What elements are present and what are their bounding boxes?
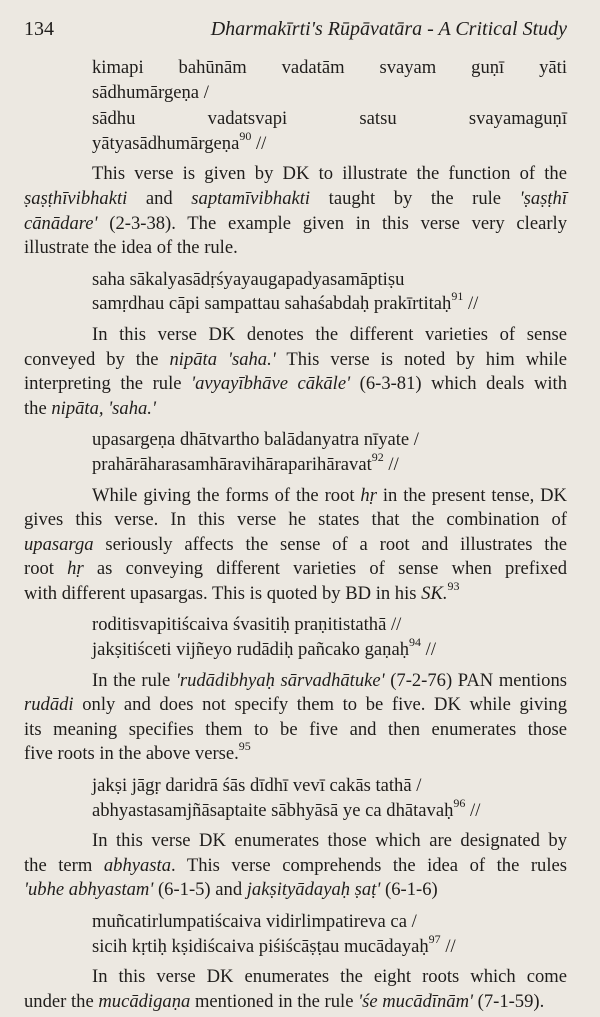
body-paragraph: [24, 669, 567, 767]
sanskrit-verse: [24, 107, 567, 156]
text-run: //: [465, 799, 481, 821]
italic-term: 'śe mucādīnām': [358, 990, 473, 1012]
text-line: [92, 910, 567, 935]
italic-term: 'rudādibhyaḥ sārvadhātuke': [175, 669, 385, 691]
italic-term: ṣaṣṭhīvibhakti: [24, 187, 128, 209]
text-line: [24, 323, 567, 348]
italic-term: 'avyayībhāve cākāle': [191, 373, 351, 395]
text-line: [24, 878, 567, 903]
text-run: in the present tense, DK: [376, 484, 567, 506]
text-line: [92, 635, 567, 663]
italic-term: mucādigaṇa: [98, 990, 191, 1012]
footnote-ref: 96: [453, 795, 466, 810]
text-line: [24, 557, 567, 582]
text-line: [92, 795, 567, 824]
text-run: illustrate the idea of the rule.: [24, 237, 238, 259]
text-run: saha sākalyasādṛśyayaugapadyasamāptiṣu: [92, 268, 405, 290]
text-run: (7-2-76) PAN mentions: [384, 669, 567, 691]
text-run: seriously affects the sense of a root and illustrates the: [93, 533, 567, 555]
text-run: This verse is given by DK to illustrate the function of the: [92, 163, 567, 185]
text-run: abhyastasamjñāsaptaite sābhyāsā ye ca dhātavaḥ: [92, 799, 454, 821]
text-run: as conveying different varieties of sense when prefixed: [83, 558, 567, 580]
text-line: [24, 693, 567, 718]
text-line: [24, 187, 567, 212]
text-run: This verse is noted by him while: [275, 348, 568, 370]
text-run: While giving the forms of the root: [92, 484, 361, 506]
body-paragraph: [24, 829, 567, 903]
text-line: [92, 613, 567, 638]
footnote-ref: 93: [447, 578, 460, 593]
text-run: mentioned in the rule: [190, 990, 359, 1012]
text-run: In the rule: [92, 669, 176, 691]
text-run: taught by the rule: [310, 187, 520, 209]
text-run: the term: [24, 854, 104, 876]
text-line: [24, 484, 567, 509]
text-line: [92, 931, 567, 960]
italic-term: jakṣityādayaḥ ṣaṭ': [246, 879, 381, 901]
sanskrit-verse: [24, 428, 567, 477]
text-run: yātyasādhumārgeṇa: [92, 132, 240, 154]
sanskrit-verse: [24, 910, 567, 959]
text-run: //: [421, 639, 437, 661]
text-line: [24, 212, 567, 237]
italic-term: 'ubhe abhyastam': [24, 879, 154, 901]
footnote-ref: 90: [239, 128, 252, 143]
text-line: [24, 533, 567, 558]
sanskrit-verse: [24, 268, 567, 317]
text-line: [24, 739, 567, 767]
text-line: [24, 508, 567, 533]
text-line: [24, 372, 567, 397]
text-line: [92, 774, 567, 799]
footnote-ref: 97: [428, 931, 441, 946]
text-run: jakṣi jāgṛ daridrā śās dīdhī vevī cakās tathā /: [92, 775, 422, 797]
text-run: sādhumārgeṇa /: [92, 81, 209, 103]
text-line: [24, 854, 567, 879]
body-paragraph: [24, 965, 567, 1014]
text-run: gives this verse. In this verse he states that the combination of: [24, 509, 567, 531]
text-run: In this verse DK denotes the different varieties of sense: [92, 323, 567, 345]
text-line: [92, 81, 567, 106]
text-run: . This verse comprehends the idea of the rules: [171, 854, 568, 876]
italic-term: nipāta, 'saha.': [51, 397, 156, 419]
text-run: samṛdhau cāpi sampattau sahaśabdaḥ prakīrtitaḥ: [92, 293, 452, 315]
text-line: [92, 56, 567, 81]
text-run: (7-1-59).: [472, 990, 545, 1012]
italic-term: rudādi: [24, 694, 74, 716]
text-line: [24, 669, 567, 694]
text-run: //: [440, 935, 456, 957]
running-title: Dharmakīrti's Rūpāvatāra - A Critical Study: [210, 18, 567, 40]
text-run: interpreting the rule: [24, 373, 192, 395]
text-line: [24, 965, 567, 990]
page-number: 134: [24, 18, 54, 40]
footnote-ref: 91: [451, 289, 464, 304]
text-run: (6-3-81) which deals with: [350, 373, 568, 395]
italic-term: 'ṣaṣṭhī: [519, 187, 567, 209]
text-line: [92, 449, 567, 478]
text-run: (6-1-5) and: [153, 879, 247, 901]
italic-term: upasarga: [24, 533, 94, 555]
italic-term: hṛ: [67, 558, 84, 580]
text-run: //: [251, 132, 267, 154]
text-run: conveyed by the: [24, 348, 170, 370]
footnote-ref: 94: [409, 635, 422, 650]
body-paragraph: [24, 484, 567, 607]
sanskrit-verse: [24, 613, 567, 662]
page-body: [24, 56, 567, 1014]
text-run: (6-1-6): [380, 879, 438, 901]
text-run: (2-3-38). The example given in this verse very clearly: [97, 212, 567, 234]
text-run: and: [127, 187, 192, 209]
footnote-ref: 95: [238, 739, 251, 754]
text-line: [92, 268, 567, 293]
text-line: [24, 718, 567, 743]
italic-term: abhyasta: [103, 854, 171, 876]
text-line: [24, 348, 567, 373]
text-line: [92, 428, 567, 453]
text-line: [24, 829, 567, 854]
italic-term: SK.: [421, 582, 448, 604]
text-run: only and does not specify them to be five. DK while giving: [73, 694, 567, 716]
text-run: sicih kṛtiḥ kṣidiścaiva piśiścāṣṭau mucādayaḥ: [92, 935, 429, 957]
text-line: [24, 397, 567, 422]
italic-term: cānādare': [24, 212, 98, 234]
sanskrit-verse: [24, 56, 567, 105]
text-run: root: [24, 558, 68, 580]
text-line: [92, 128, 567, 157]
body-paragraph: [24, 162, 567, 260]
text-run: the: [24, 397, 52, 419]
text-run: sādhu vadatsvapi satsu svayamaguṇī: [92, 108, 567, 130]
text-run: //: [383, 453, 399, 475]
book-page: [24, 18, 567, 1014]
text-run: //: [463, 293, 479, 315]
text-run: roditisvapitiścaiva śvasitiḥ praṇitistathā //: [92, 614, 402, 636]
text-run: with different upasargas. This is quoted by BD in his: [24, 582, 422, 604]
text-line: [92, 107, 567, 132]
text-run: In this verse DK enumerates the eight roots which come: [92, 966, 567, 988]
text-line: [92, 289, 567, 317]
running-header: [24, 18, 567, 48]
text-run: its meaning specifies them to be five and then enumerates those: [24, 718, 567, 740]
text-line: [24, 162, 567, 187]
italic-term: hṛ: [360, 484, 377, 506]
text-run: In this verse DK enumerates those which are designated by: [92, 830, 567, 852]
text-run: muñcatirlumpatiścaiva vidirlimpatireva ca /: [92, 911, 417, 932]
body-paragraph: [24, 323, 567, 421]
footnote-ref: 92: [371, 449, 384, 464]
text-line: [24, 578, 567, 607]
text-line: [24, 990, 567, 1015]
text-line: [24, 236, 567, 261]
text-run: kimapi bahūnām vadatām svayam guṇī yāti: [92, 57, 567, 78]
text-run: five roots in the above verse.: [24, 743, 239, 765]
italic-term: nipāta 'saha.': [169, 348, 276, 370]
sanskrit-verse: [24, 774, 567, 823]
text-run: under the: [24, 990, 99, 1012]
text-run: upasargeṇa dhātvartho balādanyatra nīyate /: [92, 429, 419, 451]
text-run: jakṣitiśceti vijñeyo rudādiḥ pañcako gaṇaḥ: [92, 639, 410, 661]
italic-term: saptamīvibhakti: [191, 187, 311, 209]
text-run: prahārāharasamhāravihāraparihāravat: [92, 453, 372, 475]
